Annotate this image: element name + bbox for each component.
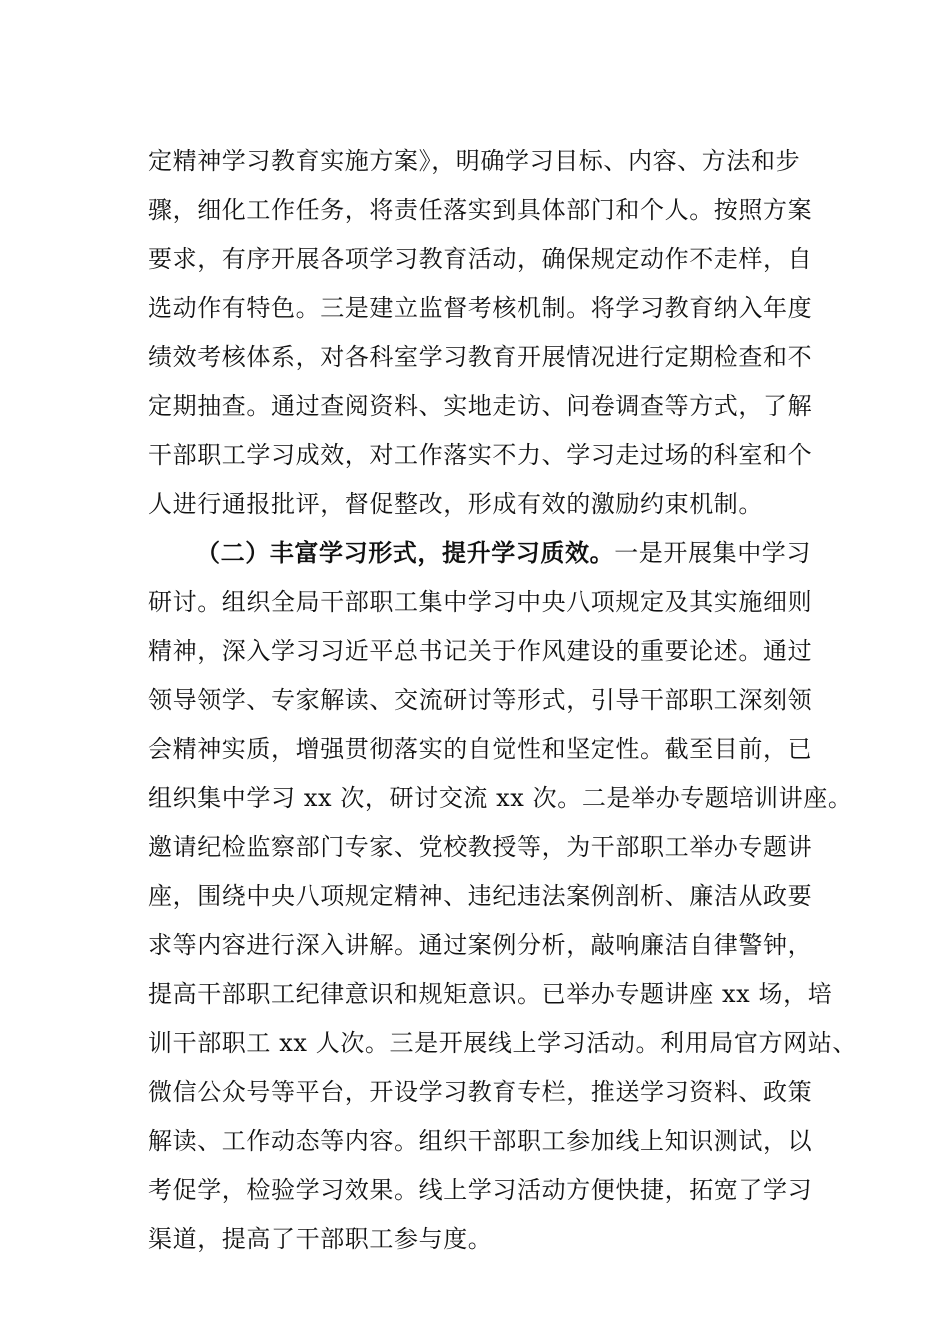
- text-line: 考促学，检验学习效果。线上学习活动方便快捷，拓宽了学习: [148, 1176, 813, 1204]
- text-line: 定精神学习教育实施方案》，明确学习目标、内容、方法和步: [148, 147, 801, 175]
- text-line: 人进行通报批评，督促整改，形成有效的激励约束机制。: [148, 490, 763, 518]
- text-line: 解读、工作动态等内容。组织干部职工参加线上知识测试，以: [148, 1127, 813, 1155]
- text-line: 微信公众号等平台，开设学习教育专栏，推送学习资料、政策: [148, 1078, 813, 1106]
- text-line: 邀请纪检监察部门专家、党校教授等，为干部职工举办专题讲: [148, 833, 813, 861]
- text-line: 定期抽查。通过查阅资料、实地走访、问卷调查等方式，了解: [148, 392, 813, 420]
- text-line: 精神，深入学习习近平总书记关于作风建设的重要论述。通过: [148, 637, 813, 665]
- text-line: 训干部职工 xx 人次。三是开展线上学习活动。利用局官方网站、: [148, 1029, 857, 1057]
- text-line: 领导领学、专家解读、交流研讨等形式，引导干部职工深刻领: [148, 686, 813, 714]
- text-line: 提高干部职工纪律意识和规矩意识。已举办专题讲座 xx 场，培: [148, 980, 833, 1008]
- section-heading-continuation: 一是开展集中学习: [614, 539, 812, 567]
- text-line: 组织集中学习 xx 次，研讨交流 xx 次。二是举办专题培训讲座。: [148, 784, 853, 812]
- text-line: 骤，细化工作任务，将责任落实到具体部门和个人。按照方案: [148, 196, 813, 224]
- section-heading: （二）丰富学习形式，提升学习质效。: [196, 538, 615, 567]
- text-line: 要求，有序开展各项学习教育活动，确保规定动作不走样，自: [148, 245, 813, 273]
- text-line: 研讨。组织全局干部职工集中学习中央八项规定及其实施细则: [148, 588, 813, 616]
- section-heading-line: [196, 533, 876, 573]
- text-line: 会精神实质，增强贯彻落实的自觉性和坚定性。截至目前，已: [148, 735, 813, 763]
- text-line: 干部职工学习成效，对工作落实不力、学习走过场的科室和个: [148, 441, 813, 469]
- text-line: 渠道，提高了干部职工参与度。: [148, 1225, 493, 1253]
- text-line: 座，围绕中央八项规定精神、违纪违法案例剖析、廉洁从政要: [148, 882, 813, 910]
- text-line: 求等内容进行深入讲解。通过案例分析，敲响廉洁自律警钟，: [148, 931, 813, 959]
- text-line: 选动作有特色。三是建立监督考核机制。将学习教育纳入年度: [148, 294, 813, 322]
- text-line: 绩效考核体系，对各科室学习教育开展情况进行定期检查和不: [148, 343, 813, 371]
